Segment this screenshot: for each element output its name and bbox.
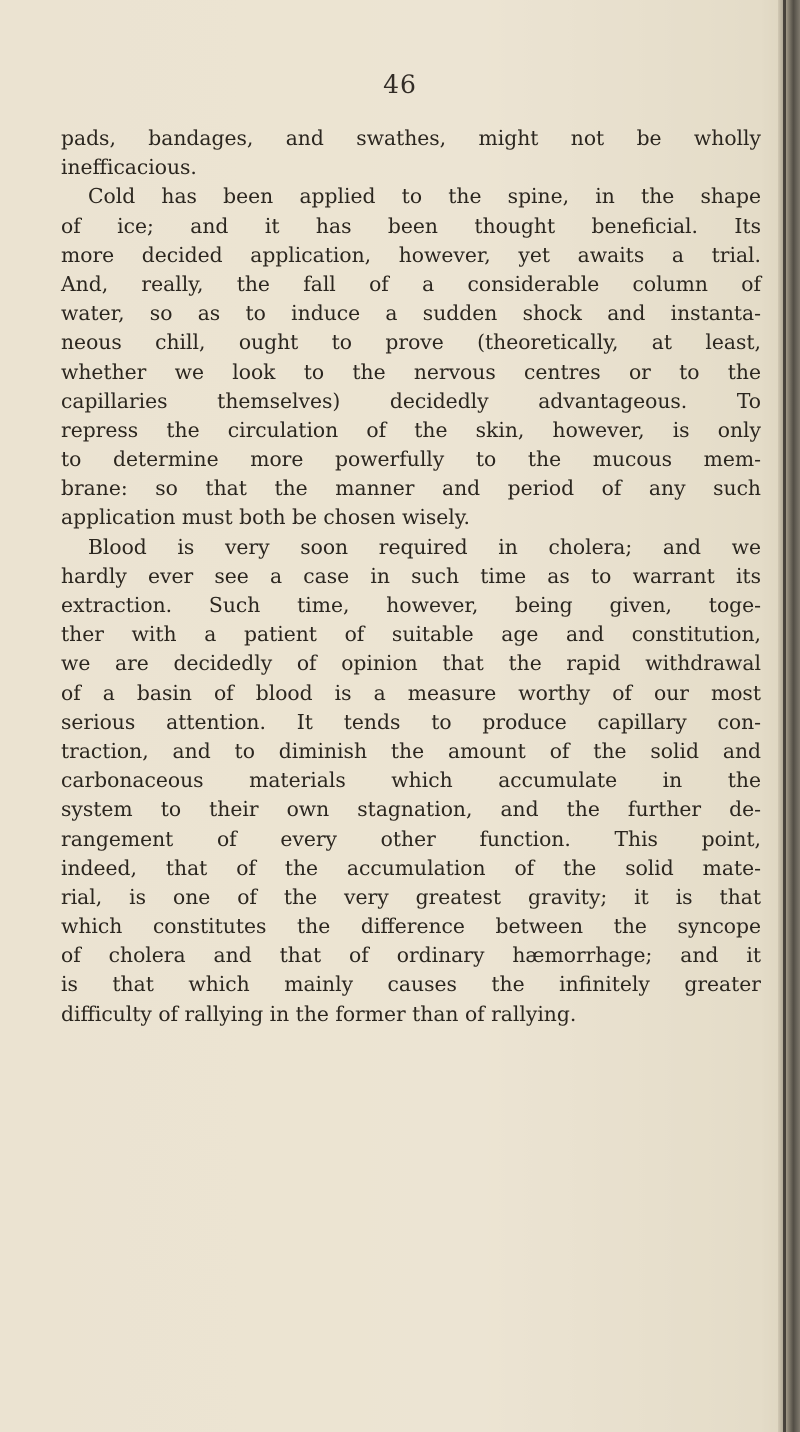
- text-line: Cold has been applied to the spine, in the shape: [88, 184, 761, 209]
- text-line: is that which mainly causes the infinitely greater: [61, 972, 761, 997]
- text-line: pads, bandages, and swathes, might not be wholly: [61, 126, 761, 150]
- page-edge-shadow: [778, 0, 800, 1432]
- text-line: serious attention. It tends to produce capillary con-: [61, 709, 761, 734]
- text-line: difficulty of rallying in the former than of rallying.: [61, 1001, 577, 1026]
- text-line: rial, is one of the very greatest gravity; it is that: [61, 884, 761, 909]
- text-line: water, so as to induce a sudden shock and instanta-: [61, 301, 761, 326]
- text-line: ther with a patient of suitable age and constitution,: [61, 622, 761, 647]
- page-binding-line: [783, 0, 786, 1432]
- text-line: capillaries themselves) decidedly advantageous. To: [61, 388, 761, 413]
- text-line: indeed, that of the accumulation of the solid mate-: [61, 855, 761, 880]
- text-line: to determine more powerfully to the mucous mem-: [61, 447, 761, 472]
- text-line: of a basin of blood is a measure worthy of our most: [61, 680, 761, 705]
- text-line: brane: so that the manner and period of any such: [61, 476, 761, 501]
- text-line: rangement of every other function. This point,: [61, 826, 761, 851]
- text-line: traction, and to diminish the amount of the solid and: [61, 738, 761, 763]
- body-text: [61, 124, 761, 1029]
- text-line: more decided application, however, yet awaits a trial.: [61, 242, 761, 267]
- text-line: Blood is very soon required in cholera; and we: [88, 534, 761, 559]
- text-line: of cholera and that of ordinary hæmorrhage; and it: [61, 943, 761, 968]
- text-line: repress the circulation of the skin, however, is only: [61, 417, 761, 442]
- page-number: 46: [383, 70, 417, 99]
- text-line: application must both be chosen wisely.: [61, 505, 470, 530]
- text-line: neous chill, ought to prove (theoretically, at least,: [61, 330, 761, 355]
- text-line: of ice; and it has been thought beneficial. Its: [61, 213, 761, 238]
- text-line: system to their own stagnation, and the further de-: [61, 797, 761, 822]
- text-line: hardly ever see a case in such time as to warrant its: [61, 563, 761, 588]
- text-line: extraction. Such time, however, being given, toge-: [61, 593, 761, 617]
- text-line: inefficacious.: [61, 155, 197, 180]
- text-line: whether we look to the nervous centres or to the: [61, 359, 761, 384]
- text-line: carbonaceous materials which accumulate in the: [61, 768, 761, 793]
- text-line: which constitutes the difference between the syncope: [61, 914, 761, 939]
- text-line: And, really, the fall of a considerable column of: [61, 271, 761, 296]
- text-line: we are decidedly of opinion that the rapid withdrawal: [61, 651, 761, 676]
